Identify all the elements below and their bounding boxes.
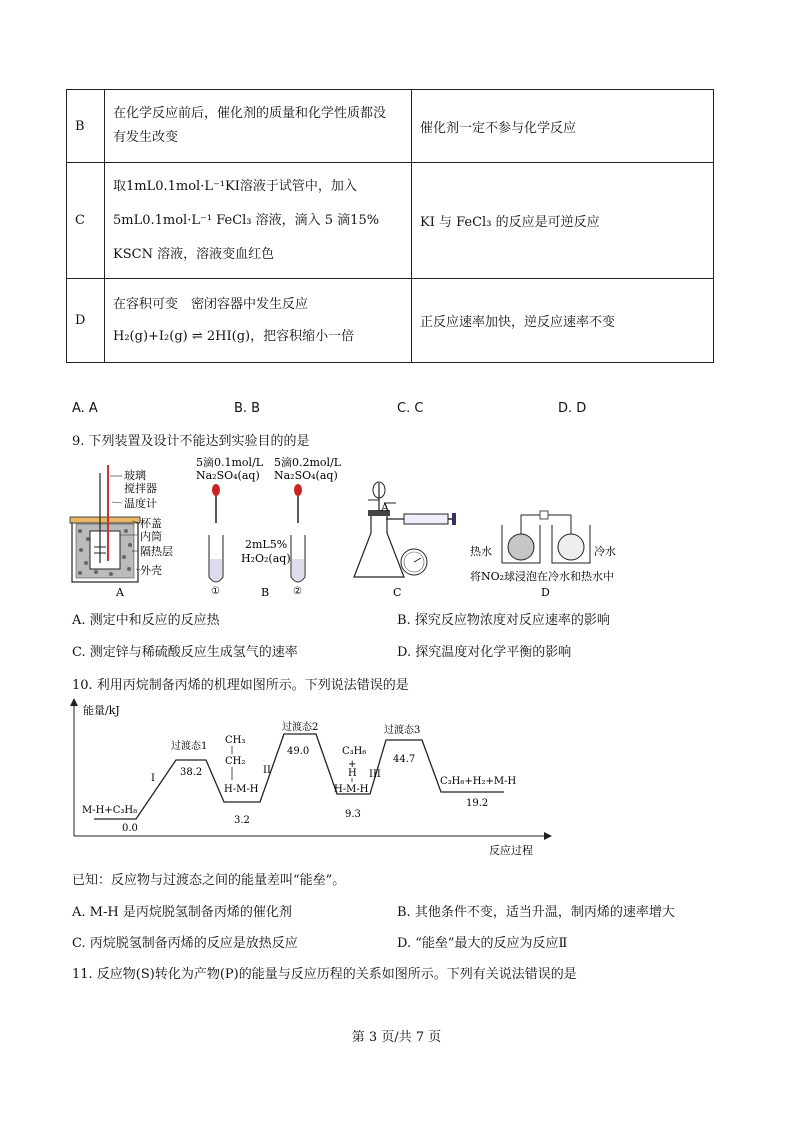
y-axis-label: 能量/kJ (83, 704, 120, 717)
end-label: C₃H₆+H₂+M-H (440, 776, 517, 787)
tube1-label: ① (211, 586, 220, 597)
q8-option-b: B. B (234, 401, 261, 416)
operation-line: 有发生改变 (113, 130, 179, 145)
operation-line: KSCN 溶液，溶液变血红色 (113, 246, 275, 262)
ts1-label: 过渡态1 (171, 741, 208, 752)
q10-option-a: A. M-H 是丙烷脱氢制备丙烯的催化剂 (72, 905, 292, 920)
operation-line: H₂(g)+I₂(g) ⇌ 2HI(g)，把容积缩小一倍 (113, 328, 355, 344)
energy-int1: 3.2 (234, 815, 250, 826)
int1-mid: CH₂ (225, 756, 246, 767)
q9-option-c: C. 测定锌与稀硫酸反应生成氢气的速率 (72, 645, 298, 660)
fig-a-caption: A (116, 586, 124, 599)
row-conclusion: 正反应速率加快，逆反应速率不变 (412, 279, 714, 363)
table-row (67, 90, 714, 163)
q9-option-a: A. 测定中和反应的反应热 (72, 613, 220, 628)
tube2-label: ② (293, 586, 302, 597)
energy-ts3: 44.7 (393, 754, 416, 765)
row-conclusion: KI 与 FeCl₃ 的反应是可逆反应 (412, 163, 714, 279)
label-stirrer: 搅拌器 (124, 482, 157, 495)
q9-option-d: D. 探究温度对化学平衡的影响 (397, 645, 572, 660)
q10-stem: 10. 利用丙烷制备丙烯的机理如图所示。下列说法错误的是 (72, 678, 409, 693)
liquid-label: H₂O₂(aq) (241, 552, 291, 565)
q8-table (66, 89, 714, 363)
step1-label: I (151, 773, 155, 784)
operation-line: 5mL0.1mol·L⁻¹ FeCl₃ 溶液，滴入 5 滴15% (113, 212, 380, 228)
dropper1-label: Na₂SO₄(aq) (196, 469, 260, 482)
row-operation (105, 90, 412, 163)
cold-water-label: 冷水 (594, 545, 616, 558)
fig-d-caption: D (541, 586, 550, 599)
q10-note: 已知：反应物与过渡态之间的能量差叫“能垒”。 (72, 873, 346, 888)
liquid-label: 2mL5% (245, 538, 288, 551)
int2-h: H (348, 768, 357, 779)
int2-plus: + (348, 759, 357, 770)
energy-start: 0.0 (122, 823, 138, 834)
step3-label: III (369, 769, 381, 780)
q10-option-b: B. 其他条件不变，适当升温，制丙烯的速率增大 (397, 905, 675, 920)
ts2-label: 过渡态2 (282, 722, 319, 733)
table-row (67, 163, 714, 279)
q8-option-d: D. D (558, 401, 587, 416)
row-label: C (67, 163, 105, 279)
q8-option-c: C. C (397, 401, 424, 416)
row-operation (105, 279, 412, 363)
flask-syringe-diagram (354, 482, 456, 599)
q10-option-c: C. 丙烷脱氢制备丙烯的反应是放热反应 (72, 936, 298, 951)
q9-apparatus-figure (66, 455, 666, 600)
energy-end: 19.2 (466, 798, 489, 809)
label-lid: 杯盖 (140, 517, 162, 530)
step2-label: II (263, 765, 271, 776)
page-footer: 第 3 页/共 7 页 (351, 1030, 442, 1045)
operation-line: 在容积可变 密闭容器中发生反应 (113, 296, 309, 312)
table-row (67, 279, 714, 363)
hot-water-label: 热水 (470, 545, 492, 558)
dropper2-label: Na₂SO₄(aq) (274, 469, 338, 482)
fig-c-label: A (381, 501, 389, 514)
int2-bottom: H-M-H (334, 784, 369, 795)
q9-stem: 9. 下列装置及设计不能达到实验目的的是 (72, 434, 310, 449)
q8-option-a: A. A (72, 401, 98, 416)
label-inner: 内筒 (140, 530, 162, 543)
fig-b-caption: B (261, 586, 270, 599)
dropper1-label: 5滴0.1mol/L (196, 456, 264, 469)
int1-top: CH₃ (225, 735, 246, 746)
no2-spheres-diagram (470, 511, 616, 599)
label-thermometer: 温度计 (124, 497, 157, 510)
dropper2-label: 5滴0.2mol/L (274, 456, 342, 469)
test-tubes-diagram (196, 456, 342, 599)
q9-option-b: B. 探究反应物浓度对反应速率的影响 (397, 613, 610, 628)
ts3-label: 过渡态3 (384, 725, 421, 736)
fig-d-note: 将NO₂球浸泡在冷水和热水中 (470, 570, 615, 583)
row-label: B (67, 90, 105, 163)
row-conclusion: 催化剂一定不参与化学反应 (412, 90, 714, 163)
label-insulation: 隔热层 (140, 545, 173, 558)
label-shell: 外壳 (140, 564, 162, 577)
energy-ts2: 49.0 (287, 746, 310, 757)
operation-line: 取1mL0.1mol·L⁻¹KI溶液于试管中，加入 (113, 178, 357, 194)
energy-ts1: 38.2 (180, 767, 203, 778)
label-glass: 玻璃 (124, 469, 146, 482)
int2-top: C₃H₆ (342, 746, 367, 757)
q10-option-d: D. “能垒”最大的反应为反应Ⅱ (397, 936, 568, 951)
row-operation (105, 163, 412, 279)
row-label: D (67, 279, 105, 363)
int1-bottom: H-M-H (224, 784, 259, 795)
calorimeter-diagram (70, 465, 173, 599)
energy-int2: 9.3 (345, 809, 361, 820)
operation-line: 在化学反应前后，催化剂的质量和化学性质都没 (113, 106, 387, 121)
x-axis-label: 反应过程 (489, 844, 533, 857)
q11-stem: 11. 反应物(S)转化为产物(P)的能量与反应历程的关系如图所示。下列有关说法错误的是 (72, 967, 577, 982)
start-label: M-H+C₃H₈ (82, 805, 138, 816)
fig-c-caption: C (393, 586, 402, 599)
energy-profile-diagram (64, 698, 554, 860)
